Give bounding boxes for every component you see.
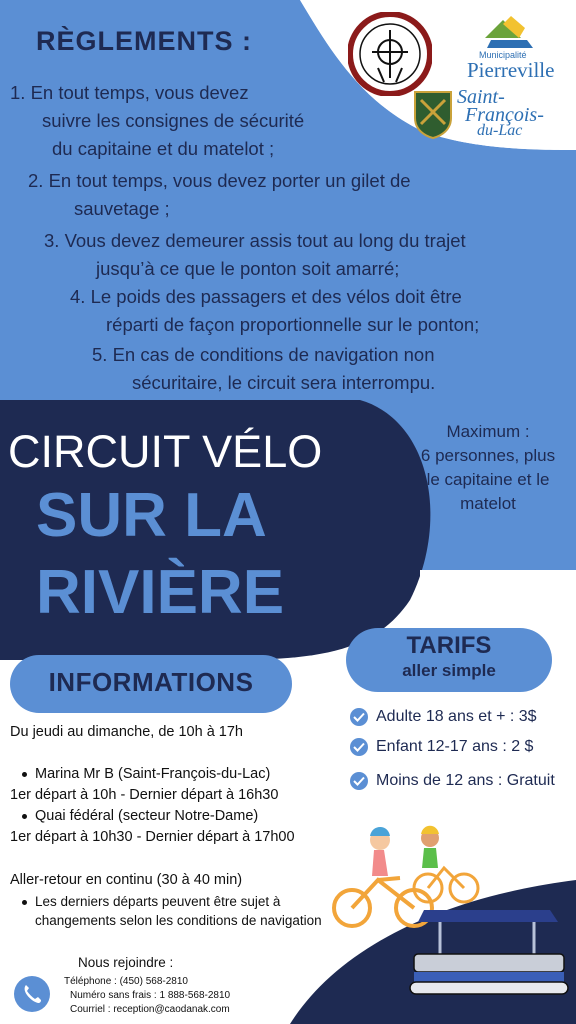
rule-4-line-1: 4. Le poids des passagers et des vélos doit être [70,286,462,307]
rule-3-line-2: jusqu’à ce que le ponton soit amarré; [96,258,400,279]
sfl-line3: du-Lac [477,122,523,139]
pierreville-name: Pierreville [467,58,555,82]
quai-item [22,806,258,827]
sfl-crest-icon [413,90,453,140]
rule-2-line-1: 2. En tout temps, vous devez porter un gilet de [28,170,411,191]
rule-2-line-2: sauvetage ; [74,198,170,219]
circuit-title: CIRCUIT VÉLO [8,426,323,477]
contact-tollfree[interactable]: Numéro sans frais : 1 888-568-2810 [70,990,231,1001]
rules-title: RÈGLEMENTS : [36,26,253,56]
bullet-icon [22,772,27,777]
pierreville-small-label: Municipalité [479,50,527,60]
rule-1-line-1: 1. En tout temps, vous devez [10,82,249,103]
saint-francois-du-lac-logo [413,86,544,148]
abenakis-seal-logo [348,12,432,96]
marina-item [22,764,270,785]
rule-1-line-3: du capitaine et du matelot ; [52,138,275,159]
bullet-icon [22,900,27,905]
sfl-line1: Saint- [457,86,505,108]
circuit-subtitle-line-2: RIVIÈRE [36,558,285,627]
phone-icon [14,976,50,1012]
note-line-1: Les derniers départs peuvent être sujet à [35,894,281,909]
tarifs-subtitle: aller simple [402,661,496,680]
capacity-info [408,420,568,516]
check-circle-icon [350,708,368,726]
tarif-item-label: Adulte 18 ans et + : 3$ [376,708,537,725]
tarifs-badge [346,628,552,692]
rule-3-line-1: 3. Vous devez demeurer assis tout au long du trajet [44,230,466,251]
rule-4-line-2: réparti de façon proportionnelle sur le ponton; [106,314,480,335]
contact-phone[interactable]: Téléphone : (450) 568-2810 [64,976,188,987]
pontoon-boat-illustration [400,900,572,1000]
roundtrip-text: Aller-retour en continu (30 à 40 min) [10,872,243,888]
contact-email[interactable]: Courriel : reception@caodanak.com [70,1004,230,1015]
tarif-item-label: Moins de 12 ans : Gratuit [376,772,555,789]
informations-title: INFORMATIONS [48,667,254,697]
marina-times: 1er départ à 10h - Dernier départ à 16h30 [10,787,279,803]
tarifs-title: TARIFS [406,632,492,659]
check-circle-icon [350,738,368,756]
capacity-line-1: Maximum : [446,422,530,441]
quai-label: Quai fédéral (secteur Notre-Dame) [35,808,259,824]
rule-5-line-2: sécuritaire, le circuit sera interrompu. [132,372,436,393]
rule-1-line-2: suivre les consignes de sécurité [42,110,305,131]
quai-times: 1er départ à 10h30 - Dernier départ à 17h00 [10,829,295,845]
contact-heading: Nous rejoindre : [78,955,174,970]
informations-badge [10,655,292,713]
pierreville-logo [463,14,563,82]
capacity-line-2: 6 personnes, plus [420,446,556,465]
capacity-line-3: le capitaine et le [426,470,550,489]
capacity-line-4: matelot [460,494,516,513]
schedule-text: Du jeudi au dimanche, de 10h à 17h [10,724,243,740]
marina-label: Marina Mr B (Saint-François-du-Lac) [35,766,271,782]
note-item [22,891,280,912]
note-line-2: changements selon les conditions de navigation [35,913,322,928]
bullet-icon [22,814,27,819]
rule-5-line-1: 5. En cas de conditions de navigation non [92,344,435,365]
sfl-line2: François- [465,104,544,126]
check-circle-icon [350,772,368,790]
circuit-subtitle-line-1: SUR LA [36,481,267,550]
tarif-item-label: Enfant 12-17 ans : 2 $ [376,738,534,755]
